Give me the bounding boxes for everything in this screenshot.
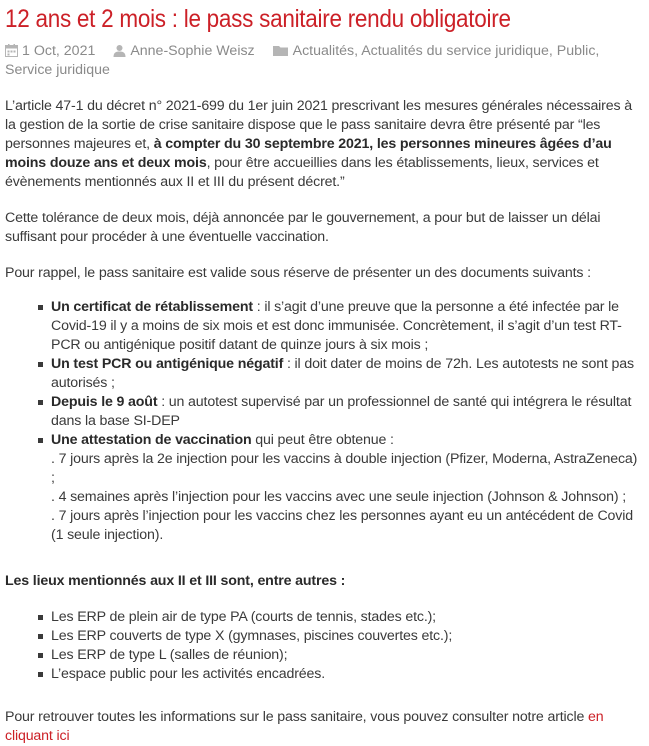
reminder-paragraph: Pour rappel, le pass sanitaire est valide sous réserve de présenter un des documents suivants : [5, 265, 591, 281]
list-item: L’espace public pour les activités encadrées. [51, 665, 644, 684]
places-heading [5, 572, 644, 591]
calendar-icon [5, 44, 18, 57]
documents-list [5, 298, 644, 545]
doc-title: Une attestation de vaccination [51, 432, 252, 448]
post-author[interactable] [113, 43, 258, 59]
vaccination-case: . 7 jours après la 2e injection pour les vaccins à double injection (Pfizer, Moderna, AstraZeneca) ; [51, 451, 638, 486]
footer-text: Pour retrouver toutes les informations sur le pass sanitaire, vous pouvez consulter notre article [5, 709, 589, 725]
list-item: Les ERP de plein air de type PA (courts de tennis, stades etc.); [51, 608, 644, 627]
doc-text: : il doit dater de moins de 72h. Les autotests ne sont pas autorisés ; [51, 356, 634, 391]
vaccination-case: . 4 semaines après l’injection pour les vaccins avec une seule injection (Johnson & Johnson) ; [51, 489, 627, 505]
doc-title: Un certificat de rétablissement [51, 299, 253, 315]
footer-paragraph [5, 708, 644, 746]
author-link[interactable]: Anne-Sophie Weisz [130, 43, 255, 59]
tolerance-paragraph: Cette tolérance de deux mois, déjà annoncée par le gouvernement, a pour but de laisser un délai suffisant pour procéder à une éventuelle vaccination. [5, 210, 601, 245]
list-item: Les ERP de type L (salles de réunion); [51, 646, 644, 665]
intro-paragraph [5, 97, 644, 192]
intro-text-1: L’article 47-1 du décret n° 2021-699 du 1er juin 2021 prescrivant les mesures générales nécessaires à la gestion de la sortie de crise sanitaire dispose que le pass sanitaire devra être présenté par “les personnes majeures et, [5, 98, 632, 152]
doc-text: qui peut être obtenue : [251, 432, 394, 448]
vaccination-case: . 7 jours après l’injection pour les vaccins chez les personnes ayant eu un antécédent de Covid (1 seule injection). [51, 508, 633, 543]
list-item [51, 393, 644, 431]
doc-text: : un autotest supervisé par un professionnel de santé qui intégrera le résultat dans la base SI-DEP [51, 394, 632, 429]
places-heading-text: Les lieux mentionnés aux II et III sont, entre autres : [5, 573, 346, 589]
folder-icon [273, 44, 289, 57]
places-list [5, 608, 644, 684]
categories-links[interactable]: Actualités, Actualités du service juridique, Public, Service juridique [5, 43, 600, 78]
article-title[interactable]: 12 ans et 2 mois : le pass sanitaire rendu obligatoire [5, 5, 511, 33]
list-item: Les ERP couverts de type X (gymnases, piscines couvertes etc.); [51, 627, 644, 646]
post-date [5, 43, 99, 59]
list-item [51, 431, 644, 545]
doc-title: Un test PCR ou antigénique négatif [51, 356, 284, 372]
list-item [51, 355, 644, 393]
post-date-text: 1 Oct, 2021 [22, 43, 96, 59]
intro-text-2: , pour être accueillies dans les établissements, lieux, services et évènements mentionnés aux II et III du présent décret.” [5, 155, 599, 190]
doc-title: Depuis le 9 août [51, 394, 158, 410]
article-link[interactable]: en cliquant ici [5, 709, 604, 744]
intro-bold: à compter du 30 septembre 2021, les personnes mineures âgées d’au moins douze ans et deux mois [5, 136, 612, 171]
post-meta [5, 42, 644, 80]
user-icon [113, 44, 126, 57]
list-item [51, 298, 644, 355]
doc-text: : il s’agit d’une preuve que la personne a été infectée par le Covid-19 il y a moins de six mois et est donc immunisée. Concrètement, il s’agit d’un test RT-PCR ou antigénique positif datant de quinze jours à six mois ; [51, 299, 622, 353]
